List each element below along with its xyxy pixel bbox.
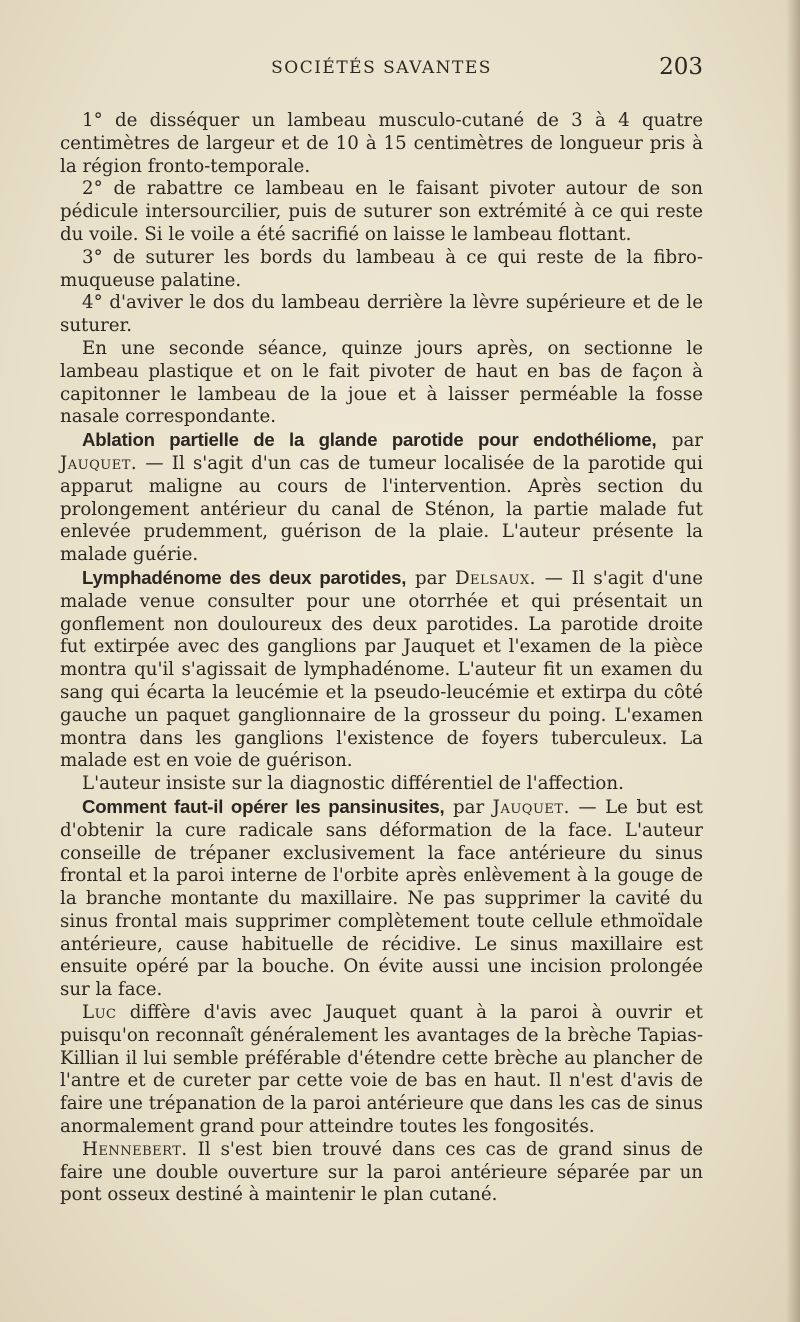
- paragraph-step-4: 4° d'aviver le dos du lambeau derrière la lèvre supérieure et de le suturer.: [60, 292, 703, 337]
- body-text: [60, 110, 703, 1207]
- section-body: — Le but est d'obtenir la cure radicale sans déformation de la face. L'auteur conseille de trépaner exclusivement la face antérieure du sinus frontal et la paroi interne de l'orbite après enlèvement à la gouge de la branche montante du maxillaire. Ne pas supprimer la cavité du sinus frontal mais supprimer complètement toute cellule ethmoïdale antérieure, cause habituelle de récidive. Le sinus maxillaire est ensuite opéré par la bouche. On évite aussi une incision prolongée sur la face.: [60, 796, 703, 1001]
- author-name: Hennebert.: [82, 1138, 188, 1160]
- paragraph-step-2: 2° de rabattre ce lambeau en le faisant pivoter autour de son pédicule intersourcilier, puis de suturer son extrémité à ce qui reste du voile. Si le voile a été sacrifié on laisse le lambeau flottant.: [60, 178, 703, 245]
- by-word: par: [415, 567, 447, 589]
- section-heading-lymphadenome: Lymphadénome des deux parotides,: [82, 566, 407, 588]
- paragraph-lymph-followup: L'auteur insiste sur la diagnostic différentiel de l'affection.: [82, 773, 624, 795]
- section-pansinusites: [60, 796, 703, 1002]
- section-body: — Il s'agit d'un cas de tumeur localisée de la parotide qui apparut maligne au cours de l'intervention. Après section du prolongement antérieur du canal de Sténon, la partie malade fut enlevée prudemment, guérison de la plaie. L'auteur présente la malade guérie.: [60, 452, 703, 566]
- by-word: par: [671, 430, 703, 452]
- paragraph-second-session: En une seconde séance, quinze jours après, on sectionne le lambeau plastique et on le fait pivoter de haut en bas de façon à capitonner le lambeau de la joue et à laisser perméable la fosse nasale correspondante.: [60, 337, 703, 428]
- author-name: Luc: [82, 1002, 117, 1024]
- paragraph-step-3: 3° de suturer les bords du lambeau à ce qui reste de la fibro-muqueuse palatine.: [60, 246, 703, 291]
- by-word: par: [452, 796, 485, 818]
- paragraph-step-1: 1° de disséquer un lambeau musculo-cutané de 3 à 4 quatre centimètres de largeur et de 10 à 15 centimètres de longueur pris à la région fronto-temporale.: [60, 110, 703, 177]
- paragraph-body: Il s'est bien trouvé dans ces cas de grand sinus de faire une double ouverture sur la paroi antérieure séparée par un pont osseux destiné à maintenir le plan cutané.: [60, 1138, 703, 1206]
- paragraph-body: diffère d'avis avec Jauquet quant à la paroi à ouvrir et puisqu'on reconnaît généralement les avantages de la brèche Tapias-Killian il lui semble préférable d'étendre cette brèche au plancher de l'antre et de cureter par cette voie de bas en haut. Il n'est d'avis de faire une trépanation de la paroi antérieure que dans les cas de sinus anormalement grand pour atteindre toutes les fongosités.: [60, 1002, 703, 1138]
- running-head: [60, 54, 703, 88]
- page-number: 203: [659, 54, 703, 80]
- author-name: Jauquet.: [60, 452, 138, 474]
- paragraph-hennebert: [60, 1139, 703, 1207]
- author-name: Delsaux.: [454, 567, 536, 589]
- paragraph-luc: [60, 1002, 703, 1139]
- page-edge-shadow: [786, 0, 800, 1322]
- section-body: — Il s'agit d'une malade venue consulter pour une otorrhée et qui présentait un gonflement non douloureux des deux parotides. La parotide droite fut extirpée avec des ganglions par Jauquet et l'examen de la pièce montra qu'il s'agissait de lymphadénome. L'auteur fit un examen du sang qui écarta la leucémie et la pseudo-leucémie et extirpa du côté gauche un paquet ganglionnaire de la grosseur du poing. L'examen montra dans les ganglions l'existence de foyers tuberculeux. La malade est en voie de guérison.: [60, 567, 703, 772]
- section-heading-pansinusites: Comment faut-il opérer les pansinusites,: [82, 795, 445, 817]
- author-name: Jauquet.: [492, 796, 570, 818]
- section-heading-ablation: Ablation partielle de la glande parotide pour endothéliome,: [82, 429, 657, 451]
- section-ablation: [60, 429, 703, 567]
- running-title: SOCIÉTÉS SAVANTES: [271, 58, 492, 78]
- section-lymphadenome: [60, 567, 703, 773]
